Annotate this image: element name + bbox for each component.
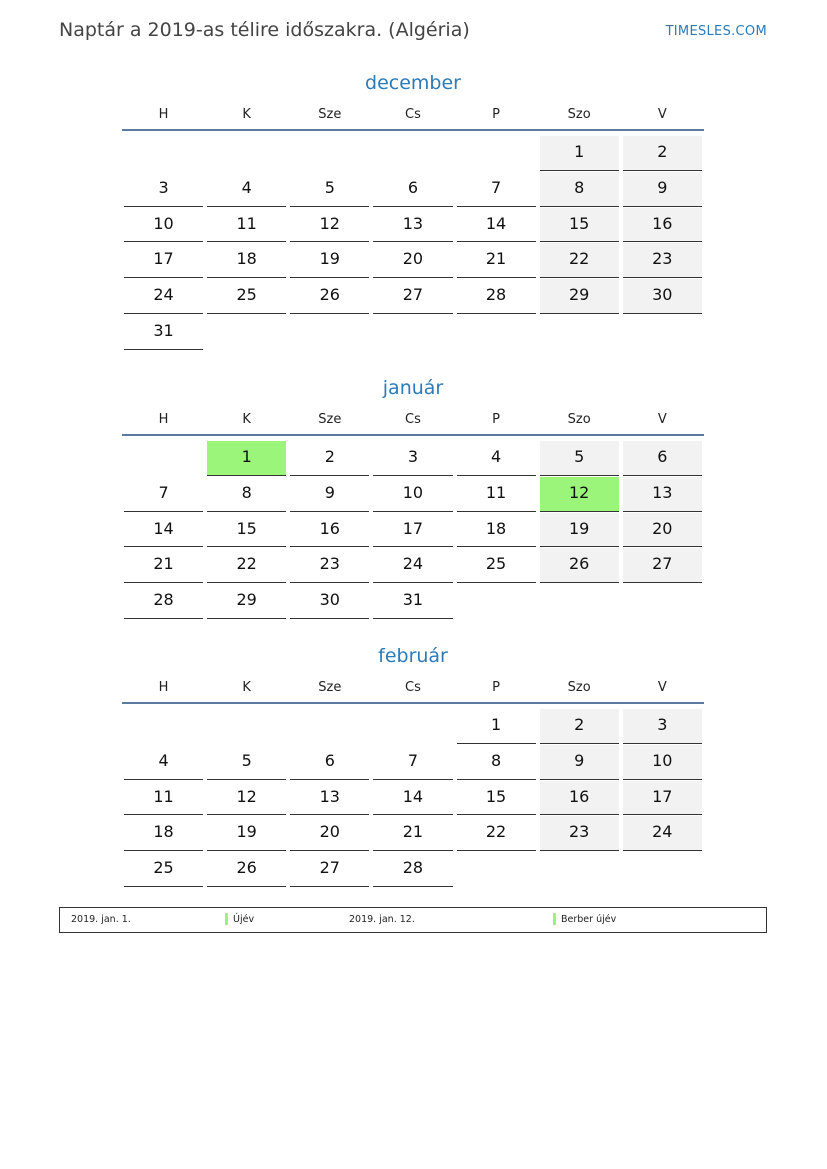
- day-cell: [621, 171, 704, 207]
- day-cell: [288, 512, 371, 548]
- day-number: 4: [457, 441, 536, 476]
- day-cell: [122, 207, 205, 243]
- day-cell: [205, 242, 288, 278]
- day-number: 12: [207, 781, 286, 816]
- day-number: 27: [290, 852, 369, 887]
- day-cell: [538, 547, 621, 583]
- day-cell: [455, 278, 538, 314]
- weekday-label: Szo: [567, 107, 591, 122]
- day-number: 23: [623, 243, 702, 278]
- weekday-label: H: [158, 680, 169, 695]
- week-row: [122, 242, 704, 278]
- day-cell: [371, 512, 454, 548]
- day-number: 1: [540, 136, 619, 171]
- day-number: 14: [124, 513, 203, 548]
- empty-day-cell: [371, 314, 454, 350]
- weekday-label: Sze: [318, 107, 342, 122]
- day-cell: [371, 547, 454, 583]
- day-number: 11: [124, 781, 203, 816]
- day-number: 21: [457, 243, 536, 278]
- day-number: 13: [373, 208, 452, 243]
- day-cell: [371, 815, 454, 851]
- day-number: 8: [540, 172, 619, 207]
- weekday-label: V: [657, 680, 667, 695]
- day-cell: [621, 512, 704, 548]
- day-cell: [288, 440, 371, 476]
- day-number: 22: [540, 243, 619, 278]
- weekday-label: P: [492, 107, 500, 122]
- day-number: 17: [373, 513, 452, 548]
- week-row: [122, 207, 704, 243]
- day-cell: [288, 207, 371, 243]
- day-number: [623, 584, 702, 619]
- empty-day-cell: [538, 314, 621, 350]
- day-number: [207, 709, 286, 744]
- day-cell: [538, 708, 621, 744]
- day-cell: [371, 851, 454, 887]
- day-cell: [122, 815, 205, 851]
- day-cell: [371, 744, 454, 780]
- day-cell: [205, 476, 288, 512]
- empty-day-cell: [288, 708, 371, 744]
- day-cell: [538, 278, 621, 314]
- day-number: 26: [290, 279, 369, 314]
- day-cell: [371, 242, 454, 278]
- day-cell: [538, 815, 621, 851]
- weekday-label: Sze: [318, 680, 342, 695]
- day-cell: [621, 278, 704, 314]
- day-number: 7: [457, 172, 536, 207]
- day-number: [207, 136, 286, 171]
- week-row: [122, 851, 704, 887]
- day-cell: [455, 815, 538, 851]
- month-title: február: [378, 645, 448, 667]
- day-cell: [205, 278, 288, 314]
- day-cell: [205, 780, 288, 816]
- legend-holiday-name: Újév: [233, 914, 255, 925]
- day-cell: [538, 171, 621, 207]
- week-row: [122, 440, 704, 476]
- month-february: [122, 643, 704, 887]
- day-number: 18: [207, 243, 286, 278]
- day-number: 12: [290, 208, 369, 243]
- day-number: 30: [623, 279, 702, 314]
- day-number: 7: [124, 477, 203, 512]
- day-number: 23: [540, 816, 619, 851]
- day-number: [623, 315, 702, 350]
- day-number: 18: [457, 513, 536, 548]
- day-number: 16: [290, 513, 369, 548]
- empty-day-cell: [371, 708, 454, 744]
- empty-day-cell: [455, 135, 538, 171]
- day-cell: [538, 780, 621, 816]
- day-cell: [455, 708, 538, 744]
- empty-day-cell: [205, 314, 288, 350]
- day-number: 25: [457, 548, 536, 583]
- month-title: december: [365, 72, 461, 94]
- day-cell: [288, 583, 371, 619]
- week-row: [122, 744, 704, 780]
- day-number: 15: [457, 781, 536, 816]
- day-cell: [205, 171, 288, 207]
- day-cell: [455, 512, 538, 548]
- day-number: 31: [124, 315, 203, 350]
- day-number: [124, 136, 203, 171]
- day-cell: [122, 547, 205, 583]
- day-grid: [122, 708, 704, 887]
- day-number: 13: [290, 781, 369, 816]
- legend-date: 2019. jan. 12.: [349, 914, 415, 925]
- day-number: [540, 852, 619, 887]
- day-cell: [455, 476, 538, 512]
- empty-day-cell: [288, 135, 371, 171]
- weekday-label: K: [242, 680, 251, 695]
- day-cell: [122, 583, 205, 619]
- day-number: 2: [623, 136, 702, 171]
- empty-day-cell: [371, 135, 454, 171]
- day-number: 9: [540, 745, 619, 780]
- legend-date: 2019. jan. 1.: [71, 914, 131, 925]
- day-cell: [371, 171, 454, 207]
- day-cell: [122, 512, 205, 548]
- day-cell: [455, 744, 538, 780]
- day-number: 20: [373, 243, 452, 278]
- day-number: 25: [124, 852, 203, 887]
- day-number: [207, 315, 286, 350]
- day-number: 28: [124, 584, 203, 619]
- day-number: [373, 709, 452, 744]
- day-cell: [455, 242, 538, 278]
- empty-day-cell: [122, 708, 205, 744]
- day-number: 27: [623, 548, 702, 583]
- day-number: 11: [207, 208, 286, 243]
- day-cell: [122, 851, 205, 887]
- day-number: 24: [623, 816, 702, 851]
- day-number: 6: [623, 441, 702, 476]
- week-row: [122, 314, 704, 350]
- legend-swatch: [225, 913, 228, 925]
- day-number: 26: [540, 548, 619, 583]
- day-cell: [288, 278, 371, 314]
- day-number: 25: [207, 279, 286, 314]
- week-row: [122, 135, 704, 171]
- week-row: [122, 780, 704, 816]
- day-number: 3: [623, 709, 702, 744]
- day-cell: [205, 583, 288, 619]
- day-grid: [122, 135, 704, 350]
- weekday-label: Cs: [405, 107, 421, 122]
- page-title: Naptár a 2019-as télire időszakra. (Algéria): [59, 19, 470, 41]
- day-number: 22: [457, 816, 536, 851]
- empty-day-cell: [455, 314, 538, 350]
- day-cell: [621, 207, 704, 243]
- empty-day-cell: [288, 314, 371, 350]
- day-cell: [455, 171, 538, 207]
- day-number: 10: [623, 745, 702, 780]
- day-number: 10: [373, 477, 452, 512]
- day-number: 28: [457, 279, 536, 314]
- day-number: 29: [207, 584, 286, 619]
- weekday-label: Szo: [567, 412, 591, 427]
- day-number: [290, 315, 369, 350]
- day-cell: [288, 476, 371, 512]
- weekday-label: Cs: [405, 680, 421, 695]
- day-number: 22: [207, 548, 286, 583]
- day-cell: [621, 440, 704, 476]
- day-cell: [288, 780, 371, 816]
- day-number: 19: [290, 243, 369, 278]
- day-number: 23: [290, 548, 369, 583]
- empty-day-cell: [205, 708, 288, 744]
- day-number: [124, 709, 203, 744]
- day-number: 17: [623, 781, 702, 816]
- day-number: [457, 584, 536, 619]
- day-number: [373, 136, 452, 171]
- site-link[interactable]: TIMESLES.COM: [665, 24, 767, 39]
- day-cell: [288, 547, 371, 583]
- day-number: 24: [373, 548, 452, 583]
- month-title: január: [382, 377, 444, 399]
- weekday-header: [122, 410, 704, 436]
- day-number: 12: [540, 477, 619, 512]
- weekday-header: [122, 678, 704, 704]
- weekday-label: V: [657, 107, 667, 122]
- day-cell: [455, 547, 538, 583]
- day-cell: [538, 512, 621, 548]
- empty-day-cell: [621, 583, 704, 619]
- day-number: 2: [540, 709, 619, 744]
- day-number: 2: [290, 441, 369, 476]
- day-cell: [122, 278, 205, 314]
- day-number: 29: [540, 279, 619, 314]
- day-number: 21: [124, 548, 203, 583]
- weekday-label: P: [492, 680, 500, 695]
- day-cell: [621, 476, 704, 512]
- day-number: 14: [373, 781, 452, 816]
- day-cell: [205, 512, 288, 548]
- day-number: 17: [124, 243, 203, 278]
- day-cell: [538, 207, 621, 243]
- empty-day-cell: [122, 135, 205, 171]
- month-december: [122, 70, 704, 350]
- weekday-header: [122, 105, 704, 131]
- day-number: [457, 315, 536, 350]
- day-cell: [205, 207, 288, 243]
- day-cell: [621, 708, 704, 744]
- day-cell: [621, 547, 704, 583]
- empty-day-cell: [538, 851, 621, 887]
- week-row: [122, 278, 704, 314]
- day-number: 4: [124, 745, 203, 780]
- day-number: 9: [290, 477, 369, 512]
- empty-day-cell: [621, 851, 704, 887]
- empty-day-cell: [455, 583, 538, 619]
- day-cell: [205, 815, 288, 851]
- week-row: [122, 708, 704, 744]
- day-number: 18: [124, 816, 203, 851]
- day-number: 24: [124, 279, 203, 314]
- day-cell: [371, 440, 454, 476]
- day-number: [373, 315, 452, 350]
- day-cell: [288, 744, 371, 780]
- day-number: [457, 136, 536, 171]
- day-cell: [122, 242, 205, 278]
- day-cell: [621, 780, 704, 816]
- day-number: 5: [207, 745, 286, 780]
- day-cell: [288, 171, 371, 207]
- weekday-label: V: [657, 412, 667, 427]
- day-number: [623, 852, 702, 887]
- weekday-label: H: [158, 412, 169, 427]
- day-cell: [621, 815, 704, 851]
- weekday-label: Cs: [405, 412, 421, 427]
- day-number: [457, 852, 536, 887]
- week-row: [122, 815, 704, 851]
- day-number: 31: [373, 584, 452, 619]
- empty-day-cell: [621, 314, 704, 350]
- day-number: 1: [457, 709, 536, 744]
- week-row: [122, 512, 704, 548]
- holiday-legend: [59, 907, 767, 933]
- day-number: [540, 315, 619, 350]
- week-row: [122, 583, 704, 619]
- empty-day-cell: [205, 135, 288, 171]
- day-number: 1: [207, 441, 286, 476]
- day-cell: [122, 476, 205, 512]
- day-number: 9: [623, 172, 702, 207]
- day-number: 3: [124, 172, 203, 207]
- week-row: [122, 476, 704, 512]
- day-cell: [538, 242, 621, 278]
- day-cell: [538, 476, 621, 512]
- empty-day-cell: [122, 440, 205, 476]
- day-cell: [288, 242, 371, 278]
- month-january: [122, 375, 704, 619]
- week-row: [122, 171, 704, 207]
- day-number: 8: [207, 477, 286, 512]
- day-number: 11: [457, 477, 536, 512]
- day-grid: [122, 440, 704, 619]
- day-cell: [621, 135, 704, 171]
- day-cell: [621, 744, 704, 780]
- day-number: 26: [207, 852, 286, 887]
- day-number: 27: [373, 279, 452, 314]
- day-number: 15: [540, 208, 619, 243]
- empty-day-cell: [538, 583, 621, 619]
- day-number: 8: [457, 745, 536, 780]
- empty-day-cell: [455, 851, 538, 887]
- day-cell: [371, 278, 454, 314]
- day-number: 16: [540, 781, 619, 816]
- legend-swatch: [553, 913, 556, 925]
- day-number: 5: [290, 172, 369, 207]
- day-cell: [205, 744, 288, 780]
- day-cell: [205, 851, 288, 887]
- weekday-label: P: [492, 412, 500, 427]
- day-number: 16: [623, 208, 702, 243]
- day-number: [124, 441, 203, 476]
- day-cell: [371, 583, 454, 619]
- day-cell: [538, 744, 621, 780]
- day-cell: [122, 780, 205, 816]
- day-cell: [371, 780, 454, 816]
- legend-holiday-name: Berber újév: [561, 914, 617, 925]
- day-number: 4: [207, 172, 286, 207]
- weekday-label: H: [158, 107, 169, 122]
- day-number: 5: [540, 441, 619, 476]
- day-cell: [455, 780, 538, 816]
- day-number: 20: [290, 816, 369, 851]
- day-number: 21: [373, 816, 452, 851]
- weekday-label: Szo: [567, 680, 591, 695]
- day-cell: [371, 207, 454, 243]
- day-number: 28: [373, 852, 452, 887]
- day-number: 14: [457, 208, 536, 243]
- day-cell: [371, 476, 454, 512]
- day-number: 6: [373, 172, 452, 207]
- day-number: [290, 136, 369, 171]
- day-number: 3: [373, 441, 452, 476]
- day-cell: [455, 207, 538, 243]
- day-number: [540, 584, 619, 619]
- day-number: 19: [207, 816, 286, 851]
- day-cell: [205, 547, 288, 583]
- day-number: 19: [540, 513, 619, 548]
- day-cell: [122, 314, 205, 350]
- day-number: 15: [207, 513, 286, 548]
- day-cell: [538, 135, 621, 171]
- day-number: 10: [124, 208, 203, 243]
- day-number: 13: [623, 477, 702, 512]
- weekday-label: K: [242, 412, 251, 427]
- day-cell: [122, 171, 205, 207]
- day-cell: [455, 440, 538, 476]
- week-row: [122, 547, 704, 583]
- day-number: 30: [290, 584, 369, 619]
- day-number: [290, 709, 369, 744]
- day-cell: [205, 440, 288, 476]
- weekday-label: Sze: [318, 412, 342, 427]
- day-cell: [288, 815, 371, 851]
- day-cell: [288, 851, 371, 887]
- day-cell: [538, 440, 621, 476]
- day-number: 20: [623, 513, 702, 548]
- weekday-label: K: [242, 107, 251, 122]
- day-number: 7: [373, 745, 452, 780]
- day-cell: [122, 744, 205, 780]
- day-cell: [621, 242, 704, 278]
- day-number: 6: [290, 745, 369, 780]
